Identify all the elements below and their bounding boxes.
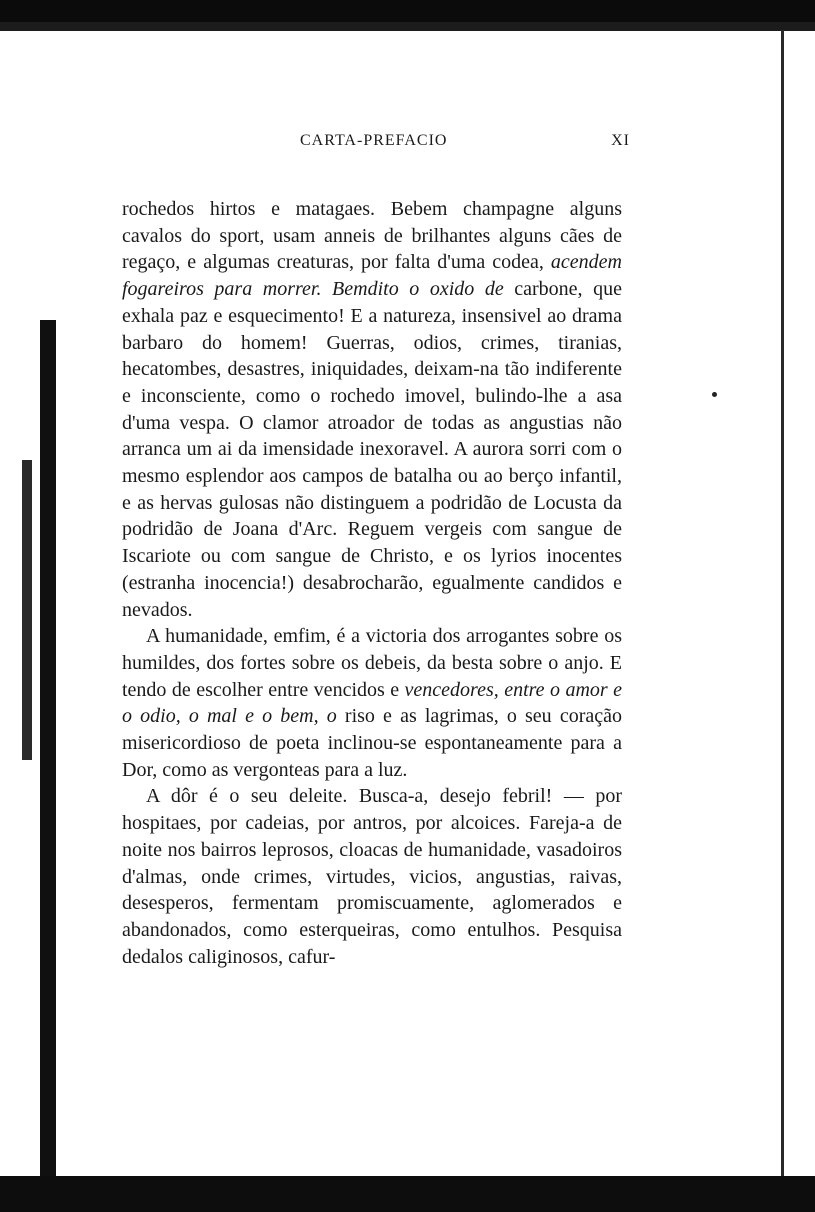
paragraph-1 [122,196,622,623]
scan-border-right [781,30,784,1180]
paragraph-1-text-a: rochedos hirtos e matagaes. Bebem champagne alguns cavalos do sport, usam anneis de brilhantes alguns cães de regaço, e algumas creaturas, por falta d'uma codea, [122,198,622,274]
running-head [300,132,630,156]
scan-binding-shadow [40,320,56,1180]
paragraph-1-italic: acendem fogareiros para morrer. Bemdito o oxido de [122,251,622,301]
running-title: CARTA-PREFACIO [300,132,448,149]
margin-speck [712,392,717,397]
paragraph-2 [122,623,622,783]
page-number: XI [611,132,630,149]
paragraph-1-text-b: carbone, que exhala paz e esquecimento! E a natureza, insensivel ao drama barbaro do homem! Guerras, odios, crimes, tiranias, hecatombes, desastres, iniquidades, deixam-na tão indiferente e inconsciente, como o rochedo imovel, bulindo-lhe a asa d'uma vespa. O clamor atroador de todas as angustias não arranca um ai da imensidade inexoravel. A aurora sorri com o mesmo esplendor aos campos de batalha ou ao berço infantil, e as hervas gulosas não distinguem a podridão de Locusta da podridão de Joana d'Arc. Reguem vergeis com sangue de Iscariote ou com sangue de Christo, e os lyrios inocentes (estranha inocencia!) desabrocharão, egualmente candidos e nevados. [122,278,622,621]
paragraph-3: A dôr é o seu deleite. Busca-a, desejo febril! — por hospitaes, por cadeias, por antros, por alcoices. Fareja-a de noite nos bairros leprosos, cloacas de humanidade, vasadoiros d'almas, onde crimes, virtudes, vicios, angustias, raivas, desesperos, fermentam promiscuamente, aglomerados e abandonados, como esterqueiras, como entulhos. Pesquisa dedalos caliginosos, cafur- [122,785,622,968]
page-body [122,196,622,1036]
scan-border-top-shadow [0,22,815,31]
paragraph-2-text-b: riso e as lagrimas, o seu coração misericordioso de poeta inclinou-se espontaneamente para a Dor, como as vergonteas para a luz. [122,705,622,781]
scan-border-top [0,0,815,22]
paragraph-2-italic: vencedores, entre o amor e o odio, o mal e o bem, o [122,678,622,728]
scan-border-bottom [0,1176,815,1212]
paragraph-2-text-a: A humanidade, emfim, é a victoria dos arrogantes sobre os humildes, dos fortes sobre os debeis, da besta sobre o anjo. E tendo de escolher entre vencidos e [122,625,622,701]
scan-binding-edge [22,460,32,760]
